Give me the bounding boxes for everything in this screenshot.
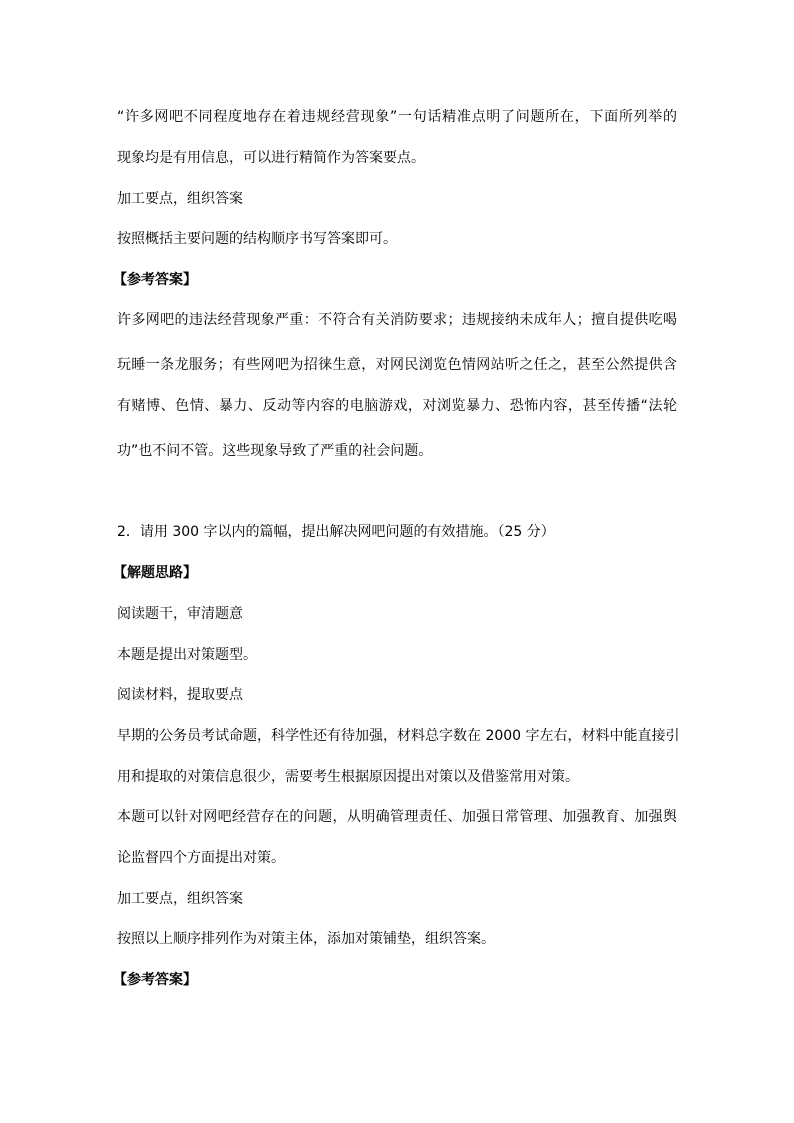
paragraph-line: 本题是提出对策题型。 [117, 647, 257, 663]
question-2: 2．请用 300 字以内的篇幅，提出解决网吧问题的有效措施。（25 分） [117, 524, 555, 540]
paragraph-line: 按照概括主要问题的结构顺序书写答案即可。 [117, 231, 397, 247]
answer-line: 功”也不问不管。这些现象导致了严重的社会问题。 [117, 443, 433, 459]
reference-answer-heading: 【参考答案】 [113, 972, 197, 988]
reference-answer-heading: 【参考答案】 [113, 272, 197, 288]
paragraph-line: 按照以上顺序排列作为对策主体，添加对策铺垫，组织答案。 [117, 931, 495, 947]
answer-line: 许多网吧的违法经营现象严重：不符合有关消防要求；违规接纳未成年人；擅自提供吃喝 [117, 312, 677, 328]
step-heading: 加工要点，组织答案 [117, 891, 243, 907]
paragraph-line: 早期的公务员考试命题，科学性还有待加强，材料总字数在 2000 字左右，材料中能直接引 [117, 728, 680, 744]
step-heading: 阅读材料，提取要点 [117, 687, 243, 703]
paragraph-line: 用和提取的对策信息很少，需要考生根据原因提出对策以及借鉴常用对策。 [117, 769, 579, 785]
paragraph-line: 本题可以针对网吧经营存在的问题，从明确管理责任、加强日常管理、加强教育、加强舆 [117, 809, 677, 825]
solution-approach-heading: 【解题思路】 [113, 565, 197, 581]
answer-line: 有赌博、色情、暴力、反动等内容的电脑游戏，对浏览暴力、恐怖内容，甚至传播“法轮 [117, 398, 677, 414]
paragraph-line: “许多网吧不同程度地存在着违规经营现象”一句话精准点明了问题所在，下面所列举的 [117, 109, 677, 125]
step-heading: 阅读题干，审清题意 [117, 606, 243, 622]
paragraph-line: 现象均是有用信息，可以进行精简作为答案要点。 [117, 150, 425, 166]
paragraph-line: 论监督四个方面提出对策。 [117, 850, 285, 866]
answer-line: 玩睡一条龙服务；有些网吧为招徕生意，对网民浏览色情网站听之任之，甚至公然提供含 [117, 357, 677, 373]
step-heading: 加工要点，组织答案 [117, 191, 243, 207]
